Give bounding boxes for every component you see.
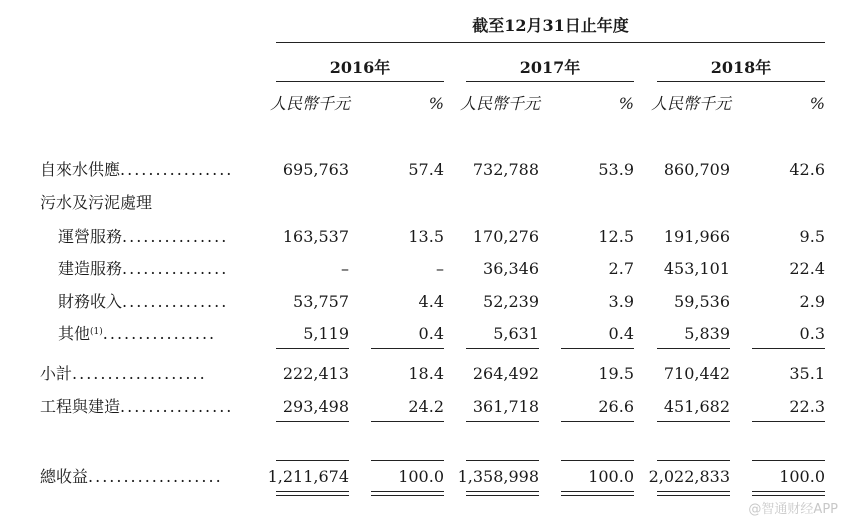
cell: 191,966	[663, 227, 730, 246]
pre-total-rule	[561, 421, 634, 422]
pre-total-rule	[276, 421, 349, 422]
cell: 24.2	[408, 397, 444, 416]
unit-pct-2017: %	[618, 94, 634, 113]
cell: 293,498	[282, 397, 349, 416]
year-2018: 2018年	[710, 58, 772, 77]
cell: 4.4	[418, 292, 444, 311]
cell: 0.4	[608, 324, 634, 343]
double-underline	[657, 491, 730, 496]
cell: –	[436, 259, 444, 278]
double-underline	[371, 491, 444, 496]
total-rule	[657, 460, 730, 461]
double-underline	[752, 491, 825, 496]
subtotal-rule	[371, 348, 444, 349]
cell: 1,211,674	[267, 467, 349, 486]
total-rule	[371, 460, 444, 461]
cell: 57.4	[408, 160, 444, 179]
cell: 2.9	[799, 292, 825, 311]
period-title: 截至12月31日止年度	[472, 16, 629, 35]
cell: –	[341, 259, 349, 278]
pre-total-rule	[371, 421, 444, 422]
cell: 35.1	[789, 364, 825, 383]
double-underline	[466, 491, 539, 496]
cell: 1,358,998	[457, 467, 539, 486]
row-label-total: 總收益...................	[40, 467, 223, 486]
row-label-engineering: 工程與建造................	[40, 397, 234, 416]
subtotal-rule	[466, 348, 539, 349]
unit-pct-2018: %	[809, 94, 825, 113]
row-label-sewage: 污水及污泥處理	[40, 193, 153, 212]
cell: 42.6	[789, 160, 825, 179]
cell: 5,119	[303, 324, 349, 343]
watermark: @智通财经APP	[748, 502, 838, 517]
cell: 710,442	[663, 364, 730, 383]
cell: 2.7	[608, 259, 634, 278]
row-label-water-supply: 自來水供應................	[40, 160, 234, 179]
cell: 18.4	[408, 364, 444, 383]
cell: 0.4	[418, 324, 444, 343]
subtotal-rule	[752, 348, 825, 349]
cell: 26.6	[598, 397, 634, 416]
year-rule-2016	[276, 81, 444, 82]
year-rule-2018	[657, 81, 825, 82]
cell: 453,101	[663, 259, 730, 278]
cell: 451,682	[663, 397, 730, 416]
subtotal-rule	[276, 348, 349, 349]
cell: 9.5	[799, 227, 825, 246]
cell: 264,492	[472, 364, 539, 383]
subtotal-rule	[657, 348, 730, 349]
pre-total-rule	[752, 421, 825, 422]
cell: 170,276	[472, 227, 539, 246]
cell: 361,718	[472, 397, 539, 416]
cell: 59,536	[674, 292, 730, 311]
header-rule	[276, 42, 825, 43]
row-label-finance: 財務收入...............	[58, 292, 229, 311]
cell: 695,763	[282, 160, 349, 179]
cell: 100.0	[588, 467, 634, 486]
double-underline	[276, 491, 349, 496]
pre-total-rule	[657, 421, 730, 422]
cell: 53,757	[293, 292, 349, 311]
row-label-construction: 建造服務...............	[58, 259, 229, 278]
pre-total-rule	[466, 421, 539, 422]
cell: 163,537	[282, 227, 349, 246]
cell: 100.0	[398, 467, 444, 486]
year-2016: 2016年	[329, 58, 391, 77]
total-rule	[752, 460, 825, 461]
cell: 2,022,833	[648, 467, 730, 486]
row-label-operation: 運營服務...............	[58, 227, 229, 246]
year-rule-2017	[466, 81, 634, 82]
row-label-others: 其他$^{(1)}$................	[58, 324, 217, 343]
total-rule	[466, 460, 539, 461]
double-underline	[561, 491, 634, 496]
row-label-subtotal: 小計...................	[40, 364, 207, 383]
cell: 13.5	[408, 227, 444, 246]
cell: 222,413	[282, 364, 349, 383]
cell: 12.5	[598, 227, 634, 246]
cell: 100.0	[779, 467, 825, 486]
cell: 732,788	[472, 160, 539, 179]
cell: 36,346	[483, 259, 539, 278]
cell: 0.3	[799, 324, 825, 343]
unit-amount-2018: 人民幣千元	[651, 94, 732, 113]
cell: 3.9	[608, 292, 634, 311]
cell: 5,631	[493, 324, 539, 343]
subtotal-rule	[561, 348, 634, 349]
total-rule	[561, 460, 634, 461]
cell: 860,709	[663, 160, 730, 179]
unit-amount-2016: 人民幣千元	[270, 94, 351, 113]
cell: 22.3	[789, 397, 825, 416]
cell: 5,839	[684, 324, 730, 343]
cell: 19.5	[598, 364, 634, 383]
total-rule	[276, 460, 349, 461]
cell: 22.4	[789, 259, 825, 278]
cell: 53.9	[598, 160, 634, 179]
unit-pct-2016: %	[428, 94, 444, 113]
year-2017: 2017年	[519, 58, 581, 77]
cell: 52,239	[483, 292, 539, 311]
unit-amount-2017: 人民幣千元	[460, 94, 541, 113]
